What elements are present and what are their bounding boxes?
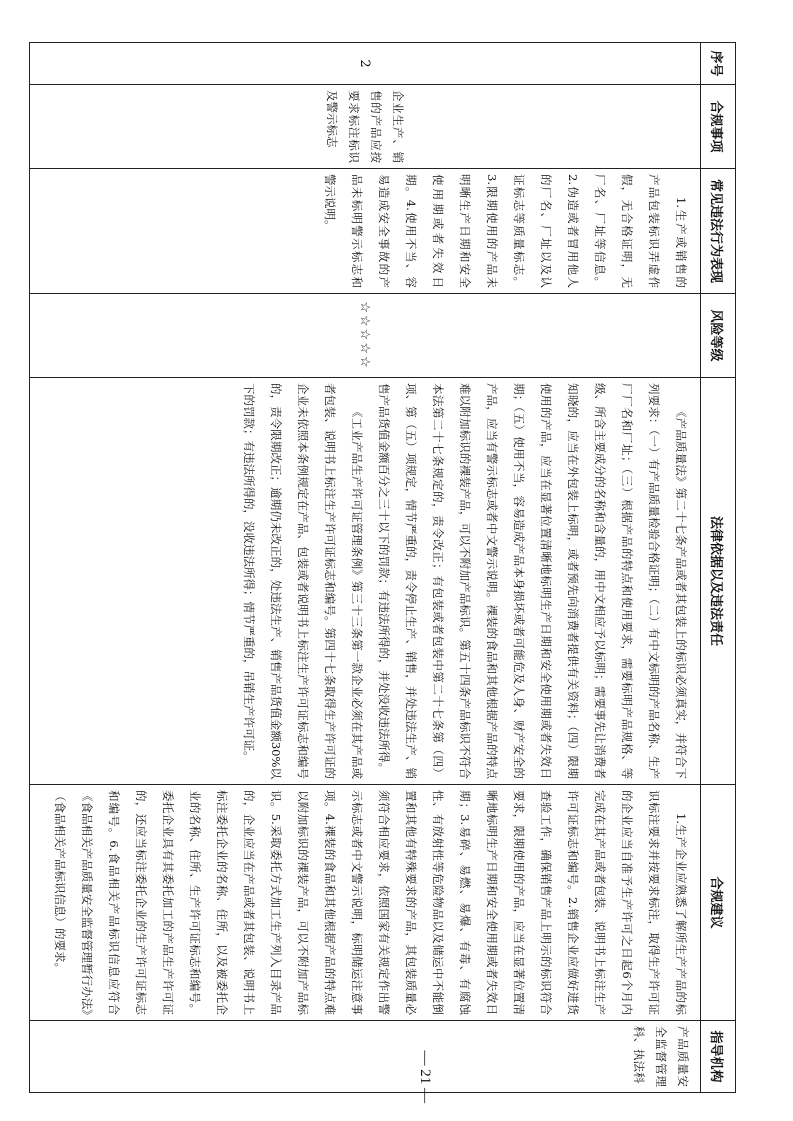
cell-risk: ☆☆☆☆☆ — [30, 294, 701, 378]
cell-behaviors — [30, 169, 701, 294]
header-basis: 法律依据以及违法责任 — [701, 378, 736, 785]
compliance-table — [29, 42, 736, 1093]
table-row — [30, 43, 701, 1093]
cell-basis — [30, 378, 701, 785]
cell-advice — [30, 785, 701, 1021]
advice-text: 1.生产企业应熟悉了解所生产产品的标识标注要求并按要求标注，取得生产许可证的企业应当自准予生产许可之日起6个月内完成在其产品或者包装、说明书上标注生产许可证标志和编号。2.销售企业应做好进货查验工作，确保销售产品上明示的标识符合要求，限期使用的产品，应当在显著位置清晰地标明生产日期和安全使用期或者失效日期；3.易碎、易燃、易爆、有毒、有腐蚀性、有放射性等危险物品以及储运中不能倒置和其他有特殊要求的产品，其包装质量必须符合相应要求，依照国家有关规定作出警示标志或者中文警示说明，标明储运注意事项。4.裸装的食品和其他根据产品的特点难以附加标识的裸装产品，可以不附加产品标识。5.采取委托方式加工生产列入目录产品的，企业应当在产品或者其包装、说明书上标注委托企业的名称、住所，以及被委托企业的名称、住所、生产许可证标志和编号。委托企业具有其委托加工的产品生产许可证的，还应当标注委托企业的生产许可证标志和编号。6.食品相关产品标识信息应符合《食品相关产品质量安全监督管理暂行办法》（食品相关产品标识信息）的要求。 — [53, 790, 688, 1015]
cell-serial: 2 — [30, 43, 701, 85]
page-number: — 21 — — [417, 1050, 433, 1103]
header-org: 指导机构 — [701, 1021, 736, 1093]
header-advice: 合规建议 — [701, 785, 736, 1021]
basis-paragraph-2: 《工业产品生产许可证管理条例》第三十三条第一款企业必须在其产品或者包装、说明书上标注生产许可证标志和编号。第四十七条取得生产许可证的企业未依照本条例规定在产品、包装或者说明书上标注生产许可证标志和编号的，责令限期改正；逾期仍未改正的，处违法生产、销售产品货值金额30%以下的罚款；有违法所得的，没收违法所得；情节严重的，吊销生产许可证。 — [242, 383, 364, 779]
cell-item: 企业生产、销售的产品应按要求标注标识及警示标志 — [30, 85, 701, 169]
table-header-row — [701, 43, 736, 1093]
header-item: 合规事项 — [701, 85, 736, 169]
cell-org: 产品质量安全监督管理科、执法科 — [30, 1021, 701, 1093]
basis-paragraph-1: 《产品质量法》第二十七条产品或者其包装上的标识必须真实，并符合下列要求：（一）有产品质量检验合格证明；（二）有中文标明的产品名称、生产厂厂名和厂址；（三）根据产品的特点和使用要求，需要标明产品规格、等级、所含主要成分的名称和含量的，用中文相应予以标明；需要事先让消费者知晓的，应当在外包装上标明，或者预先向消费者提供有关资料；（四）限期使用的产品，应当在显著位置清晰地标明生产日期和安全使用期或者失效日期；（五）使用不当，容易造成产品本身损坏或者可能危及人身、财产安全的产品，应当有警示标志或者中文警示说明。裸装的食品和其他根据产品的特点难以附加标识的裸装产品，可以不附加产品标识。第五十四条产品标识不符合本法第二十七条规定的，责令改正；有包装或者包装中第二十七条第（四）项、第（五）项规定，情节严重的，责令停止生产、销售，并处违法生产、销售产品货值金额百分之三十以下的罚款；有违法所得的，并处没收违法所得。 — [377, 383, 688, 779]
header-behaviors: 常见违法行为表现 — [701, 169, 736, 294]
header-risk: 风险等级 — [701, 294, 736, 378]
header-serial: 序号 — [701, 43, 736, 85]
behaviors-text: 1.生产或销售的产品包装标识弄虚作假，无合格证明，无厂名、厂址等信息。2.伪造或者冒用他人的厂名、厂址以及认证标志等质量标志。3.限期使用的产品未明晰生产日期和安全使用期或者失效日期。4.使用不当、容易造成安全事故的产品未标明警示标志和警示说明。 — [323, 174, 688, 288]
